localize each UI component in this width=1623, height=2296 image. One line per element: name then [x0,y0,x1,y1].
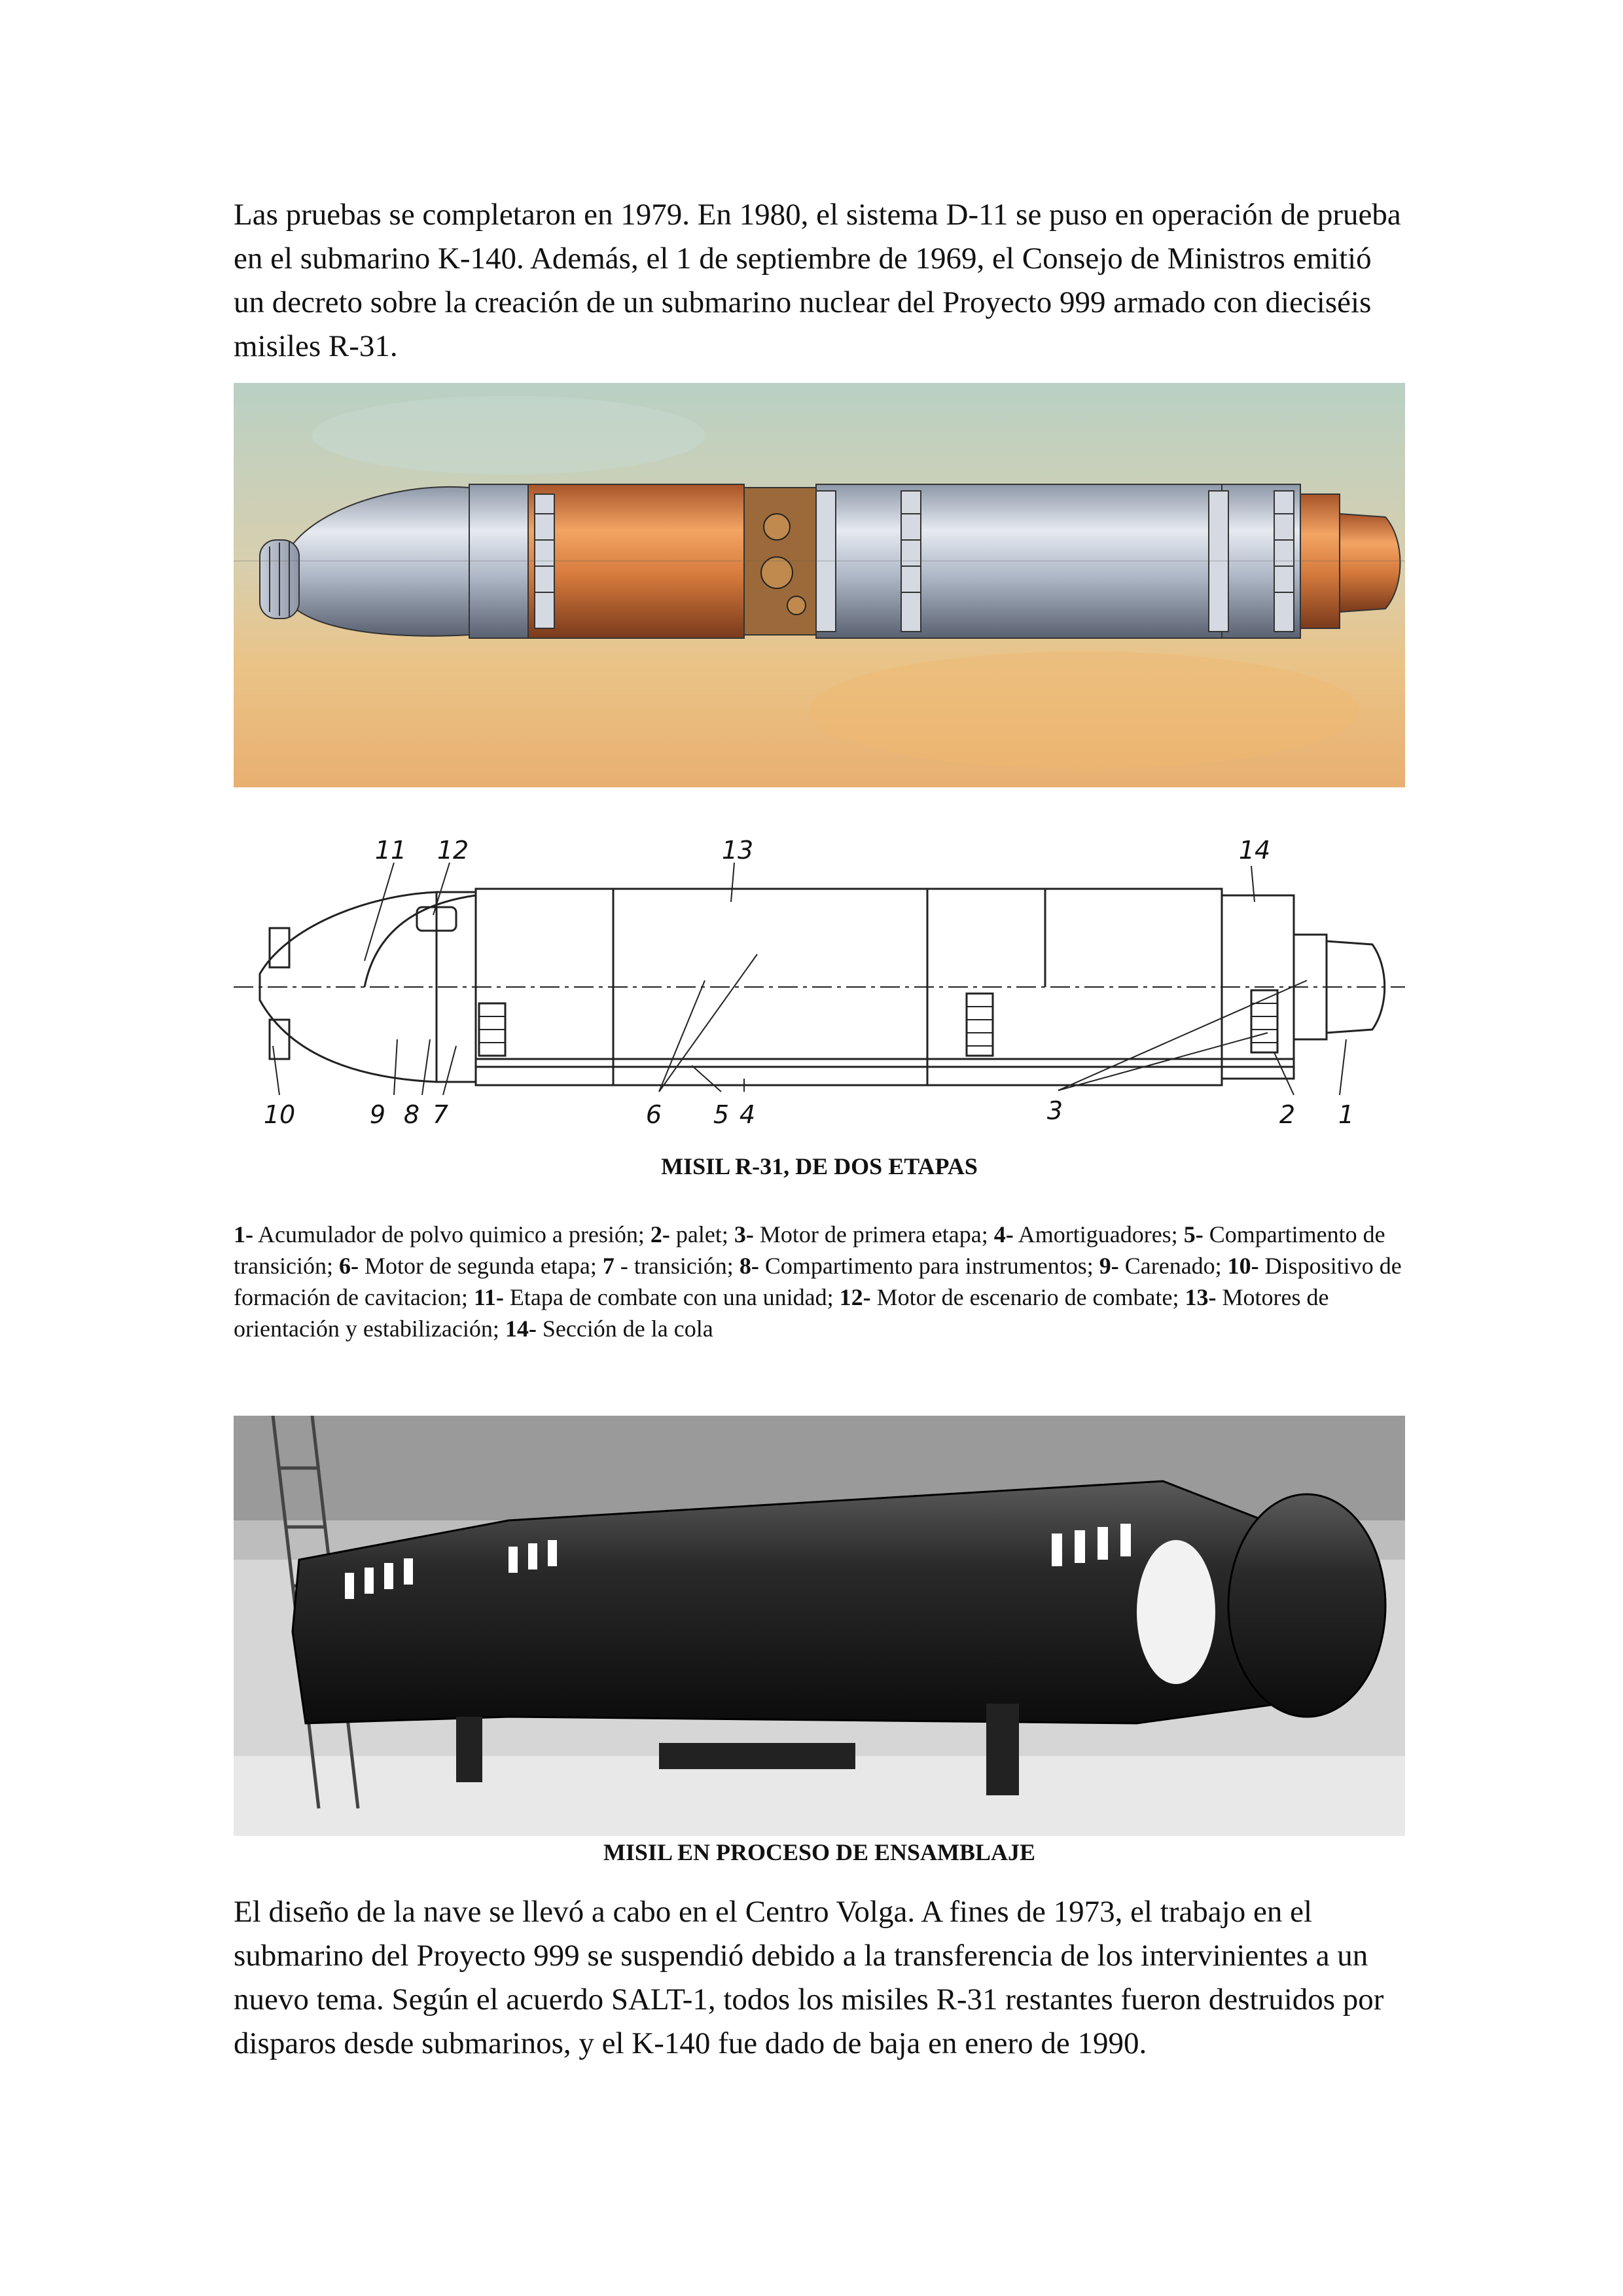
callout-13: 13 [721,836,754,865]
callout-4: 4 [739,1100,756,1129]
diagram-legend [234,1219,1405,1344]
callout-9: 9 [369,1100,386,1129]
legend-text: Motor de escenario de combate; [870,1284,1185,1310]
callout-12: 12 [437,836,469,865]
legend-num: 9- [1099,1253,1119,1279]
missile-assembly-photo [234,1416,1405,1836]
legend-num: 10- [1227,1253,1259,1279]
legend-text: palet; [669,1221,734,1247]
legend-text: Motor de primera etapa; [753,1221,994,1247]
closing-paragraph: El diseño de la nave se llevó a cabo en el Centro Volga. A fines de 1973, el trabajo en el submarino del Proyecto 999 se suspendió debido a la transferencia de los intervinientes a un nuevo tema. Según el acuerdo SALT-1, todos los misiles R-31 restantes fueron destruidos por disparos desde submarinos, y el K-140 fue dado de baja en enero de 1990. [234,1895,1384,2060]
legend-text: Motor de segunda etapa; [358,1253,603,1279]
legend-text: Amortiguadores; [1013,1221,1184,1247]
legend-num: 12- [839,1284,871,1310]
legend-num: 2- [650,1221,670,1247]
missile-color-illustration [234,383,1405,787]
legend-text: Compartimento para instrumentos; [758,1253,1099,1279]
callout-3: 3 [1046,1096,1063,1125]
legend-num: 13- [1185,1284,1217,1310]
legend-text: Carenado; [1118,1253,1228,1279]
legend-num: 4- [993,1221,1014,1247]
legend-num: 1- [234,1221,253,1247]
legend-text: Motores de orientación y estabilización; [234,1284,1329,1342]
callout-14: 14 [1238,836,1271,865]
callout-2: 2 [1279,1100,1296,1129]
diagram-caption: MISIL R-31, DE DOS ETAPAS [661,1153,978,1179]
legend-text: - transición; [614,1253,740,1279]
callout-7: 7 [432,1100,449,1129]
callout-1: 1 [1338,1100,1355,1129]
legend-text: Sección de la cola [536,1316,713,1342]
legend-text: Dispositivo de formación de cavitacion; [234,1253,1402,1310]
callout-10: 10 [263,1100,296,1129]
legend-num: 6- [338,1253,359,1279]
legend-text: Compartimento de transición; [234,1221,1385,1279]
legend-num: 3- [734,1221,754,1247]
intro-paragraph: Las pruebas se completaron en 1979. En 1980, el sistema D-11 se puso en operación de prueba en el submarino K-140. Además, el 1 de septiembre de 1969, el Consejo de Ministros emitió un decreto sobre la creación de un submarino nuclear del Proyecto 999 armado con dieciséis misiles R-31. [234,198,1401,363]
legend-num: 14- [505,1316,537,1342]
callout-8: 8 [403,1100,420,1129]
legend-text: Acumulador de polvo quimico a presión; [253,1221,651,1247]
callout-11: 11 [374,836,407,865]
legend-text: Etapa de combate con una unidad; [503,1284,840,1310]
photo-caption: MISIL EN PROCESO DE ENSAMBLAJE [603,1839,1036,1865]
callout-5: 5 [713,1100,730,1129]
legend-num: 5- [1183,1221,1204,1247]
legend-num: 8- [739,1253,759,1279]
callout-6: 6 [645,1100,662,1129]
legend-num: 7 [602,1253,615,1279]
legend-num: 11- [473,1284,504,1310]
missile-technical-diagram [234,830,1405,1152]
